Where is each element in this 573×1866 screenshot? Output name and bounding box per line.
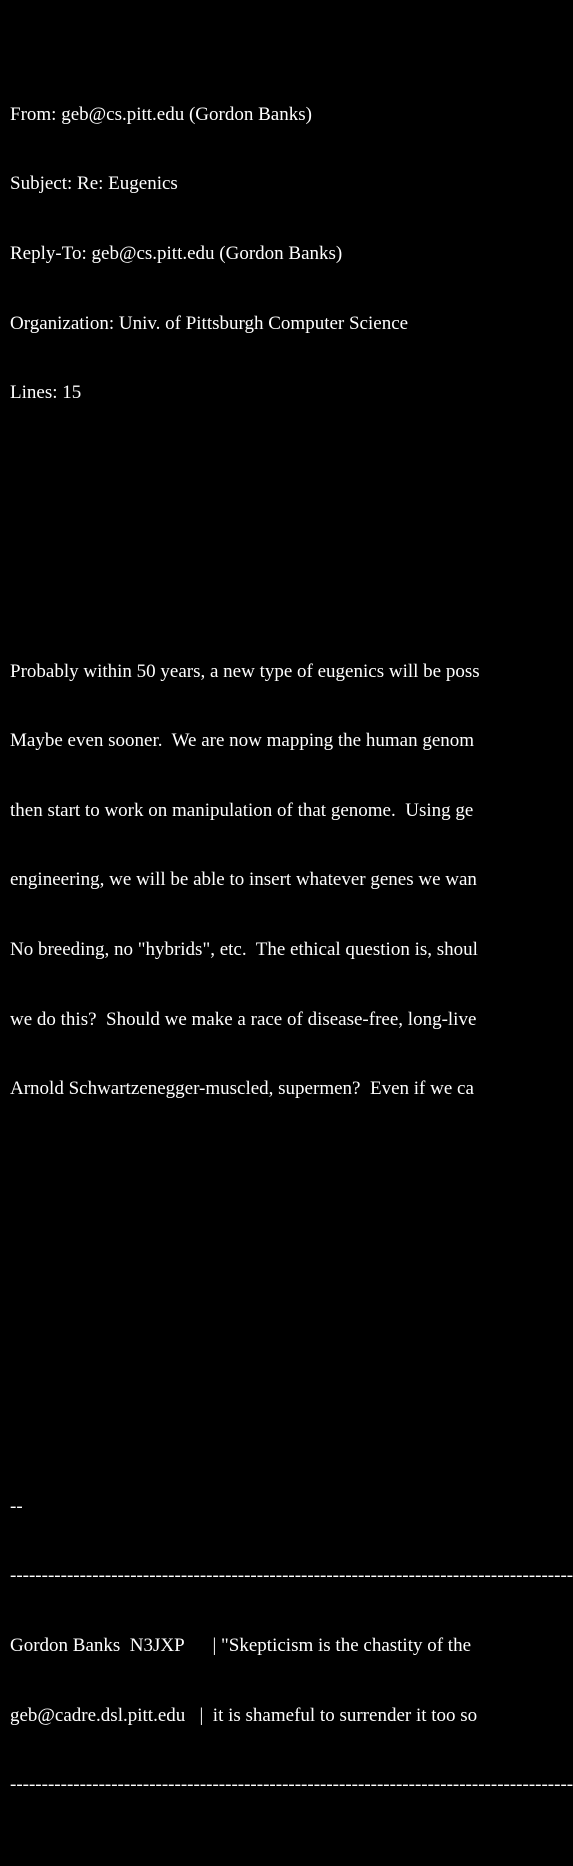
signature-line-2: geb@cadre.dsl.pitt.edu | it is shameful to surrender it too so [10, 1704, 478, 1726]
signature-delimiter: -- [10, 1495, 23, 1517]
email-signature [10, 1448, 573, 1842]
blank-line [10, 1286, 512, 1309]
header-from: From: geb@cs.pitt.edu (Gordon Banks) [10, 103, 312, 125]
header-organization: Organization: Univ. of Pittsburgh Computer Science [10, 312, 409, 334]
email-header [10, 56, 512, 450]
signature-rule-bottom: ----------------------------------------------------------------------------------------- [10, 1774, 573, 1796]
body-line: Maybe even sooner. We are now mapping the human genom [10, 730, 475, 752]
header-lines: Lines: 15 [10, 382, 82, 404]
email-body [10, 613, 512, 1147]
blank-line [10, 520, 512, 543]
blank-line [10, 1356, 512, 1379]
body-line: we do this? Should we make a race of disease-free, long-live [10, 1008, 477, 1030]
body-line: No breeding, no "hybrids", etc. The ethical question is, shoul [10, 938, 478, 960]
body-line: Arnold Schwartzenegger-muscled, supermen? Even if we ca [10, 1078, 474, 1100]
body-line: then start to work on manipulation of that genome. Using ge [10, 799, 474, 821]
signature-line-1: Gordon Banks N3JXP | "Skepticism is the chastity of the [10, 1634, 472, 1656]
body-line: Probably within 50 years, a new type of eugenics will be poss [10, 660, 480, 682]
email-message [10, 10, 573, 1866]
header-reply-to: Reply-To: geb@cs.pitt.edu (Gordon Banks) [10, 243, 343, 264]
body-line: engineering, we will be able to insert whatever genes we wan [10, 869, 477, 891]
header-subject: Subject: Re: Eugenics [10, 173, 178, 195]
blank-line [10, 1216, 512, 1239]
signature-rule-top: ----------------------------------------------------------------------------------------- [10, 1565, 573, 1587]
